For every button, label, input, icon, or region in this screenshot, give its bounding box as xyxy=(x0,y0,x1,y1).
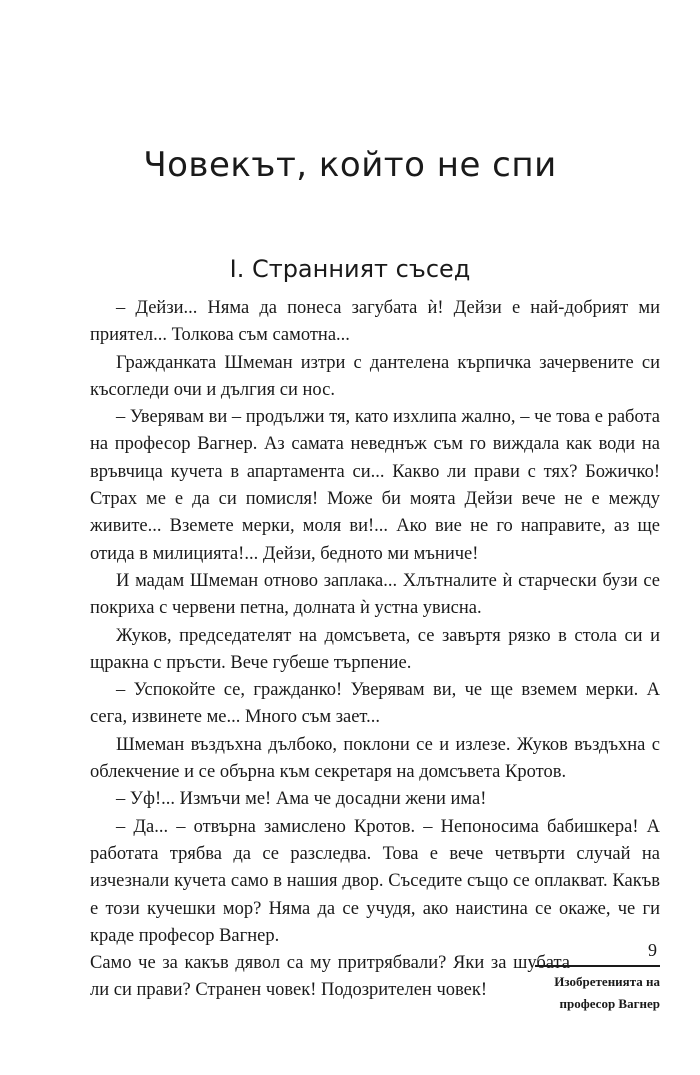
page-number: 9 xyxy=(648,940,657,960)
paragraph: И мадам Шмеман отново заплака... Хлътналите ѝ старчески бузи се покриха с червени петна, долната ѝ устна увисна. xyxy=(90,570,660,619)
page-title: Човекът, който не спи xyxy=(143,145,557,185)
paragraph: – Дейзи... Няма да понеса загубата ѝ! Дейзи е най-добрият ми приятел... Толкова съм самотна... xyxy=(90,298,660,346)
body-text xyxy=(90,295,660,1005)
paragraph: – Да... – отвърна замислено Кротов. – Непоносима бабишкера! А работата трябва да се разследва. Това е вече четвърти случай на изчезнали кучета само в нашия двор. Съседите също се оплакват. Какъв е този кучешки мор? Няма да се учудя, ако наистина се окаже, че ги краде професор Вагнер. xyxy=(90,816,660,946)
paragraph-continuation: Само че за какъв дявол са му притрябвали? Яки за шубата ли си прави? Странен човек! Подозрителен човек! xyxy=(90,953,570,1001)
paragraph: Гражданката Шмеман изтри с дантелена кърпичка зачервените си късогледи очи и дългия си нос. xyxy=(90,352,660,400)
paragraph: – Успокойте се, гражданко! Уверявам ви, че ще вземем мерки. А сега, извинете ме... Много съм зает... xyxy=(90,680,660,728)
paragraph: – Уф!... Измъчи ме! Ама че досадни жени има! xyxy=(116,789,487,810)
running-head-line: професор Вагнер xyxy=(559,996,660,1011)
chapter-title: I. Странният съсед xyxy=(229,255,471,283)
running-head xyxy=(535,965,660,1015)
paragraph: Шмеман въздъхна дълбоко, поклони се и излезе. Жуков въздъхна с облекчение и се обърна към секретаря на домсъвета Кротов. xyxy=(90,734,660,783)
paragraph: – Уверявам ви – продължи тя, като изхлипа жално, – че това е работа на професор Вагнер. Аз самата неведнъж съм го виждала как води на връвчица кучета в апартамента си... Какво ли прави с тях? Божичко! Страх ме е да си помисля! Може би моята Дейзи вече не е между живите... Вземете мерки, моля ви!... Ако вие не го направите, аз ще отида в милицията!... Дейзи, бедното ми мъниче! xyxy=(90,407,660,564)
paragraph: Жуков, председателят на домсъвета, се завъртя рязко в стола си и щракна с пръсти. Вече губеше търпение. xyxy=(90,625,660,673)
running-head-line: Изобретенията на xyxy=(554,974,660,989)
